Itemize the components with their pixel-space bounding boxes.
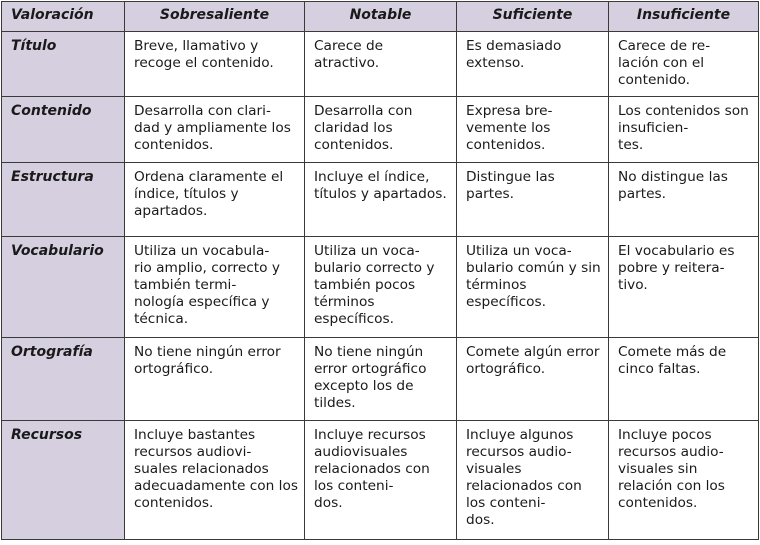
table-cell: Incluye bastantes recursos audiovi- suales relacionados adecuadamente con los contenidos. [125, 421, 305, 540]
table-cell: Incluye pocos recursos audio- visuales sin relación con los contenidos. [609, 421, 759, 540]
table-cell: Comete algún error ortográfico. [457, 338, 609, 421]
table-cell: Utiliza un voca- bulario correcto y también pocos términos específicos. [305, 237, 457, 338]
table-row [2, 163, 759, 237]
table-row [2, 237, 759, 338]
table-cell: Incluye el índice, títulos y apartados. [305, 163, 457, 237]
table-cell: Comete más de cinco faltas. [609, 338, 759, 421]
table-cell: Utiliza un vocabula- rio amplio, correcto y también termi- nología específica y técnica. [125, 237, 305, 338]
header-sobresaliente: Sobresaliente [125, 2, 305, 32]
criterion-recursos: Recursos [2, 421, 125, 540]
table-row [2, 338, 759, 421]
table-row [2, 97, 759, 163]
header-suficiente: Suficiente [457, 2, 609, 32]
table-cell: Incluye algunos recursos audio- visuales relacionados con los conteni- dos. [457, 421, 609, 540]
criterion-ortografia: Ortografía [2, 338, 125, 421]
table-cell: No tiene ningún error ortográfico excepto los de tildes. [305, 338, 457, 421]
table-cell: Utiliza un voca- bulario común y sin términos específicos. [457, 237, 609, 338]
table-cell: Carece de atractivo. [305, 32, 457, 97]
table-cell: Los contenidos son insuficien- tes. [609, 97, 759, 163]
table-cell: Es demasiado extenso. [457, 32, 609, 97]
table-cell: Carece de re- lación con el contenido. [609, 32, 759, 97]
table-cell: No tiene ningún error ortográfico. [125, 338, 305, 421]
criterion-vocabulario: Vocabulario [2, 237, 125, 338]
table-cell: Ordena claramente el índice, títulos y apartados. [125, 163, 305, 237]
criterion-contenido: Contenido [2, 97, 125, 163]
table-cell: Expresa bre- vemente los contenidos. [457, 97, 609, 163]
table-cell: Distingue las partes. [457, 163, 609, 237]
table-row [2, 32, 759, 97]
table-cell: Desarrolla con clari- dad y ampliamente los contenidos. [125, 97, 305, 163]
table-cell: Desarrolla con claridad los contenidos. [305, 97, 457, 163]
criterion-titulo: Título [2, 32, 125, 97]
header-notable: Notable [305, 2, 457, 32]
table-row [2, 421, 759, 540]
table-cell: El vocabulario es pobre y reitera- tivo. [609, 237, 759, 338]
header-valoracion: Valoración [2, 2, 125, 32]
table-cell: Breve, llamativo y recoge el contenido. [125, 32, 305, 97]
table-cell: Incluye recursos audiovisuales relacionados con los conteni- dos. [305, 421, 457, 540]
header-insuficiente: Insuficiente [609, 2, 759, 32]
table-cell: No distingue las partes. [609, 163, 759, 237]
rubric-table [1, 1, 759, 540]
criterion-estructura: Estructura [2, 163, 125, 237]
header-row [2, 2, 759, 32]
